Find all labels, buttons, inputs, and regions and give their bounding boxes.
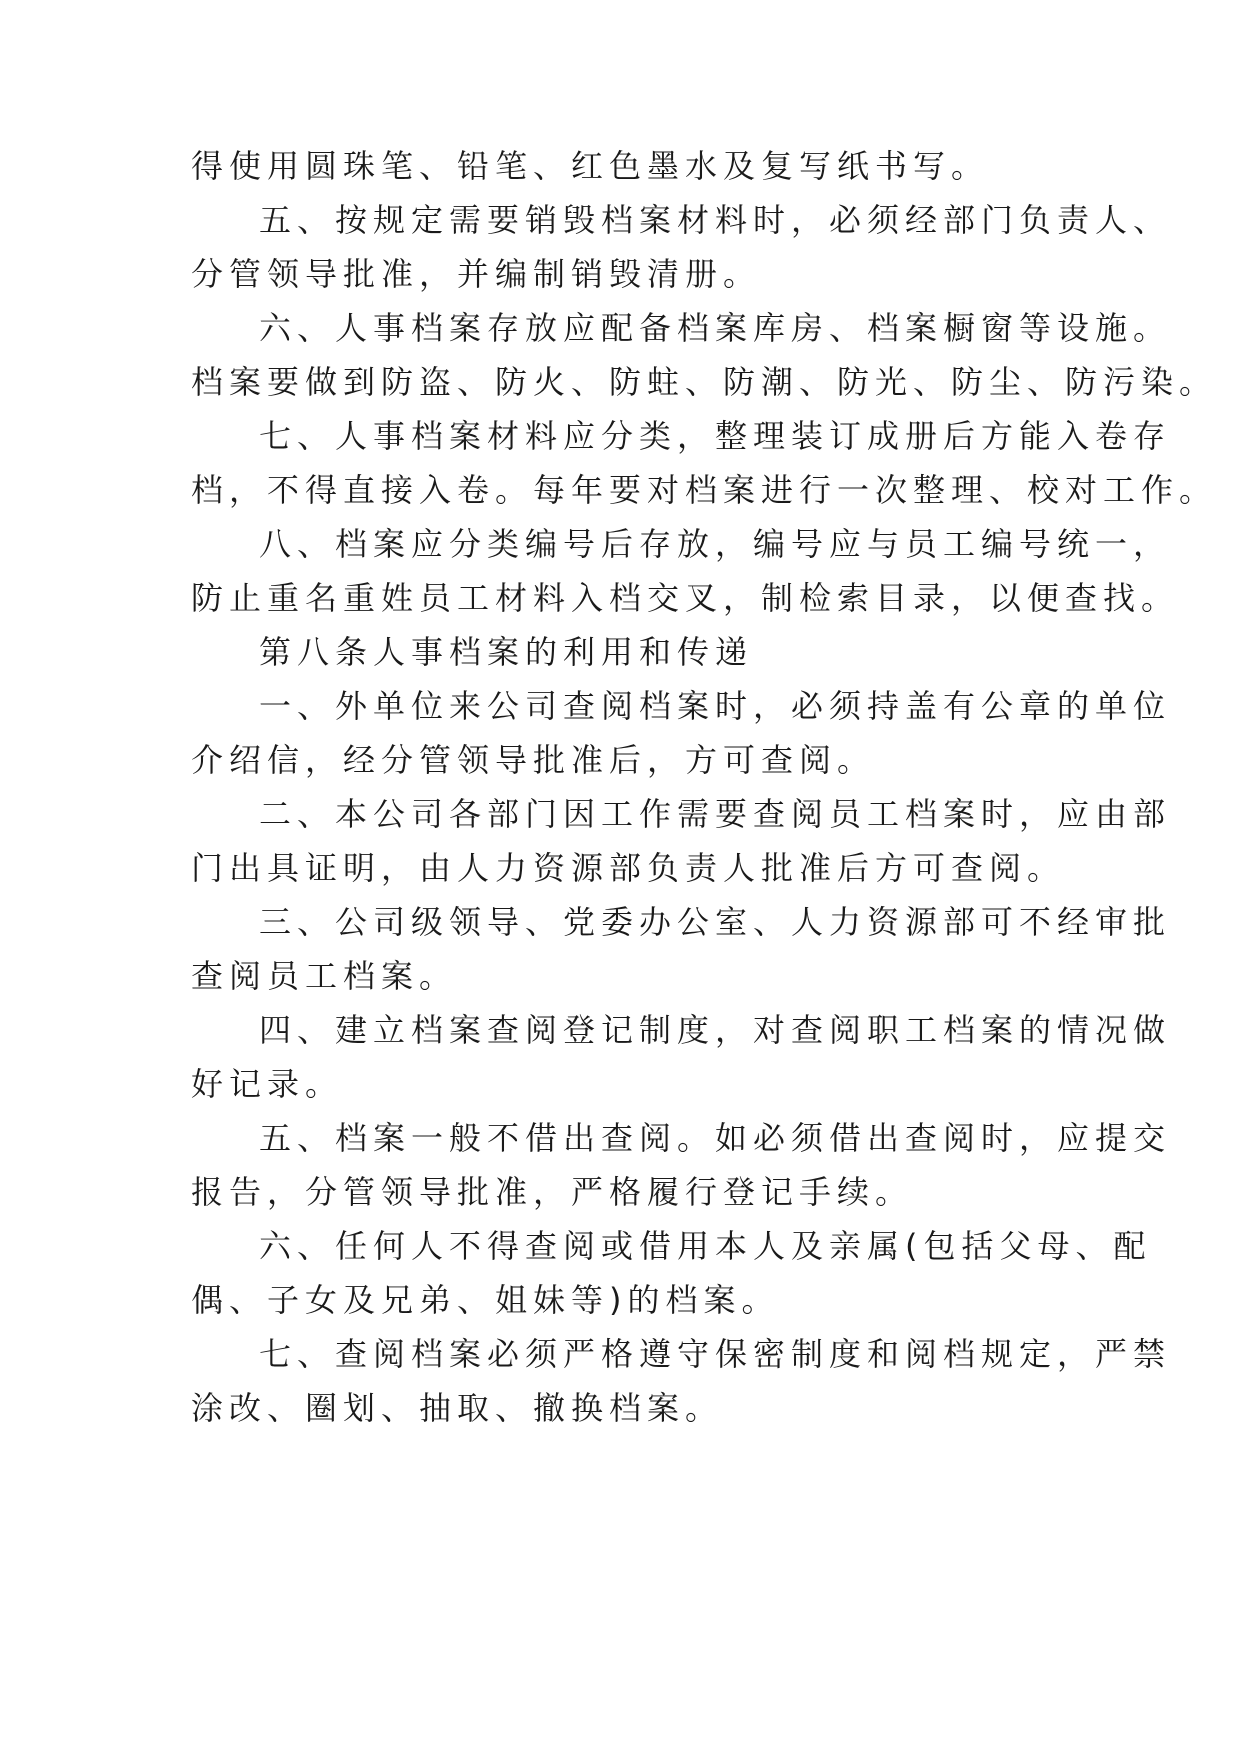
text-line: 七、查阅档案必须严格遵守保密制度和阅档规定，严禁 [259,1335,1172,1373]
text-line: 档案要做到防盗、防火、防蛀、防潮、防光、防尘、防污染。 [191,363,1218,401]
text-line: 介绍信，经分管领导批准后，方可查阅。 [191,741,876,779]
text-line: 查阅员工档案。 [191,957,458,995]
text-line: 得使用圆珠笔、铅笔、红色墨水及复写纸书写。 [191,147,990,185]
text-line: 六、人事档案存放应配备档案库房、档案橱窗等设施。 [259,309,1172,347]
text-line: 五、按规定需要销毁档案材料时，必须经部门负责人、 [259,201,1172,239]
text-line: 一、外单位来公司查阅档案时，必须持盖有公章的单位 [259,687,1172,725]
text-line: 八、档案应分类编号后存放，编号应与员工编号统一， [259,525,1172,563]
section-heading: 第八条人事档案的利用和传递 [259,633,754,671]
text-line: 分管领导批准，并编制销毁清册。 [191,255,762,293]
text-line: 门出具证明，由人力资源部负责人批准后方可查阅。 [191,849,1066,887]
text-line: 五、档案一般不借出查阅。如必须借出查阅时，应提交 [259,1119,1172,1157]
text-line: 二、本公司各部门因工作需要查阅员工档案时，应由部 [259,795,1172,833]
text-line: 报告，分管领导批准，严格履行登记手续。 [191,1173,914,1211]
text-line: 四、建立档案查阅登记制度，对查阅职工档案的情况做 [259,1011,1172,1049]
text-line: 三、公司级领导、党委办公室、人力资源部可不经审批 [259,903,1172,941]
text-line: 偶、子女及兄弟、姐妹等)的档案。 [191,1281,780,1319]
text-line: 好记录。 [191,1065,344,1103]
text-line: 档，不得直接入卷。每年要对档案进行一次整理、校对工作。 [191,471,1218,509]
text-line: 涂改、圈划、抽取、撤换档案。 [191,1389,724,1427]
text-line: 六、任何人不得查阅或借用本人及亲属(包括父母、配 [259,1227,1152,1265]
text-line: 七、人事档案材料应分类，整理装订成册后方能入卷存 [259,417,1172,455]
text-line: 防止重名重姓员工材料入档交叉，制检索目录，以便查找。 [191,579,1180,617]
